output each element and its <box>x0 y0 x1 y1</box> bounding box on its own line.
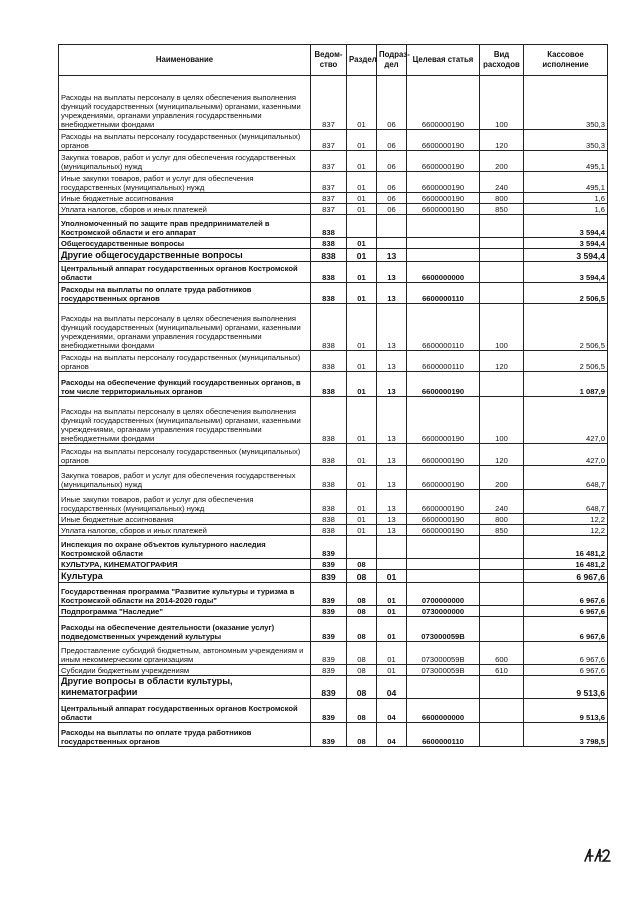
cell-target-article: 6600000000 <box>407 699 480 723</box>
handwritten-page-number <box>582 846 612 864</box>
cell-cash-execution: 6 967,6 <box>524 617 608 642</box>
table-row <box>59 559 608 570</box>
cell-target-article: 6600000190 <box>407 397 480 444</box>
table-row <box>59 699 608 723</box>
cell-department: 839 <box>311 617 347 642</box>
cell-subsection: 13 <box>377 262 407 283</box>
cell-target-article: 6600000110 <box>407 283 480 304</box>
table-row <box>59 490 608 514</box>
cell-target-article: 6600000190 <box>407 172 480 193</box>
cell-target-article: 6600000190 <box>407 130 480 151</box>
cell-name: Иные закупки товаров, работ и услуг для обеспечения государственных (муниципальных) нужд <box>59 172 311 193</box>
cell-expense-type <box>480 262 524 283</box>
table-row <box>59 583 608 606</box>
cell-target-article: 6600000190 <box>407 525 480 536</box>
cell-expense-type: 600 <box>480 642 524 665</box>
cell-section: 01 <box>347 372 377 397</box>
cell-department: 838 <box>311 238 347 249</box>
cell-section: 01 <box>347 151 377 172</box>
cell-subsection: 06 <box>377 151 407 172</box>
cell-section: 01 <box>347 204 377 215</box>
cell-section: 08 <box>347 606 377 617</box>
cell-expense-type <box>480 606 524 617</box>
cell-section: 01 <box>347 351 377 372</box>
cell-subsection: 13 <box>377 372 407 397</box>
cell-section: 08 <box>347 570 377 583</box>
table-row <box>59 525 608 536</box>
cell-department: 837 <box>311 204 347 215</box>
cell-cash-execution: 9 513,6 <box>524 699 608 723</box>
cell-name: Расходы на выплаты по оплате труда работников государственных органов <box>59 283 311 304</box>
cell-target-article: 6600000110 <box>407 351 480 372</box>
cell-target-article <box>407 249 480 262</box>
cell-subsection: 01 <box>377 642 407 665</box>
cell-name: Расходы на выплаты персоналу в целях обеспечения выполнения функций государственных (муниципальными) органами, казенными учреждениями, органами управления государственными внебюджетными фондами <box>59 397 311 444</box>
cell-section: 01 <box>347 490 377 514</box>
cell-subsection: 01 <box>377 606 407 617</box>
cell-name: Расходы на выплаты персоналу государственных (муниципальных) органов <box>59 351 311 372</box>
cell-expense-type <box>480 238 524 249</box>
cell-target-article: 6600000190 <box>407 204 480 215</box>
cell-department: 839 <box>311 665 347 676</box>
cell-cash-execution: 350,3 <box>524 130 608 151</box>
cell-expense-type: 610 <box>480 665 524 676</box>
cell-cash-execution: 350,3 <box>524 76 608 130</box>
table-row <box>59 397 608 444</box>
cell-subsection <box>377 215 407 238</box>
table-row <box>59 76 608 130</box>
cell-department: 837 <box>311 172 347 193</box>
cell-subsection: 13 <box>377 397 407 444</box>
cell-expense-type <box>480 536 524 559</box>
cell-subsection: 13 <box>377 444 407 466</box>
cell-cash-execution: 1,6 <box>524 193 608 204</box>
cell-name: Расходы на выплаты персоналу государственных (муниципальных) органов <box>59 444 311 466</box>
cell-subsection <box>377 559 407 570</box>
table-row <box>59 444 608 466</box>
cell-cash-execution: 1,6 <box>524 204 608 215</box>
cell-section: 01 <box>347 130 377 151</box>
cell-name: Центральный аппарат государственных органов Костромской области <box>59 262 311 283</box>
cell-section: 01 <box>347 514 377 525</box>
cell-cash-execution: 6 967,6 <box>524 583 608 606</box>
cell-expense-type: 100 <box>480 397 524 444</box>
cell-section: 08 <box>347 723 377 747</box>
table-row <box>59 570 608 583</box>
cell-section: 08 <box>347 617 377 642</box>
cell-cash-execution: 3 594,4 <box>524 215 608 238</box>
cell-section: 01 <box>347 466 377 490</box>
cell-section: 01 <box>347 238 377 249</box>
cell-department: 839 <box>311 536 347 559</box>
cell-subsection: 13 <box>377 490 407 514</box>
cell-department: 838 <box>311 397 347 444</box>
table-row <box>59 606 608 617</box>
cell-department: 839 <box>311 642 347 665</box>
cell-target-article: 6600000190 <box>407 466 480 490</box>
cell-subsection: 06 <box>377 193 407 204</box>
cell-section: 01 <box>347 249 377 262</box>
table-header-row <box>59 45 608 76</box>
cell-department: 838 <box>311 249 347 262</box>
cell-name: Уполномоченный по защите прав предпринимателей в Костромской области и его аппарат <box>59 215 311 238</box>
cell-subsection <box>377 238 407 249</box>
cell-section: 08 <box>347 583 377 606</box>
cell-subsection: 13 <box>377 466 407 490</box>
cell-department: 838 <box>311 283 347 304</box>
table-row <box>59 665 608 676</box>
cell-expense-type <box>480 215 524 238</box>
cell-name: Центральный аппарат государственных органов Костромской области <box>59 699 311 723</box>
cell-department: 839 <box>311 676 347 699</box>
table-row <box>59 466 608 490</box>
cell-department: 838 <box>311 525 347 536</box>
cell-section: 01 <box>347 262 377 283</box>
cell-cash-execution: 6 967,6 <box>524 570 608 583</box>
cell-department: 839 <box>311 570 347 583</box>
cell-cash-execution: 495,1 <box>524 151 608 172</box>
table-row <box>59 172 608 193</box>
cell-expense-type <box>480 617 524 642</box>
cell-subsection: 13 <box>377 283 407 304</box>
cell-expense-type <box>480 372 524 397</box>
cell-section: 08 <box>347 642 377 665</box>
cell-expense-type: 120 <box>480 444 524 466</box>
cell-expense-type: 100 <box>480 304 524 351</box>
cell-name: Расходы на выплаты персоналу в целях обеспечения выполнения функций государственных (муниципальными) органами, казенными учреждениями, органами управления государственными внебюджетными фондами <box>59 304 311 351</box>
cell-name: Закупка товаров, работ и услуг для обеспечения государственных (муниципальных) нужд <box>59 466 311 490</box>
cell-subsection <box>377 536 407 559</box>
cell-name: Иные бюджетные ассигнования <box>59 514 311 525</box>
cell-section <box>347 536 377 559</box>
cell-department: 837 <box>311 151 347 172</box>
cell-section: 08 <box>347 676 377 699</box>
cell-cash-execution: 16 481,2 <box>524 559 608 570</box>
cell-name: Инспекция по охране объектов культурного наследия Костромской области <box>59 536 311 559</box>
table-row <box>59 262 608 283</box>
cell-target-article: 6600000190 <box>407 514 480 525</box>
cell-expense-type: 800 <box>480 193 524 204</box>
cell-name: Другие общегосударственные вопросы <box>59 249 311 262</box>
cell-subsection: 06 <box>377 204 407 215</box>
cell-subsection: 01 <box>377 665 407 676</box>
col-header-department: Ведом-ство <box>311 45 347 76</box>
cell-target-article: 0700000000 <box>407 583 480 606</box>
table-row <box>59 215 608 238</box>
cell-cash-execution: 648,7 <box>524 466 608 490</box>
cell-subsection: 06 <box>377 172 407 193</box>
cell-name: Закупка товаров, работ и услуг для обеспечения государственных (муниципальных) нужд <box>59 151 311 172</box>
cell-section: 01 <box>347 193 377 204</box>
cell-section: 08 <box>347 665 377 676</box>
cell-cash-execution: 2 506,5 <box>524 283 608 304</box>
cell-department: 838 <box>311 304 347 351</box>
cell-expense-type: 800 <box>480 514 524 525</box>
cell-target-article: 073000059В <box>407 642 480 665</box>
cell-name: Расходы на выплаты по оплате труда работников государственных органов <box>59 723 311 747</box>
cell-expense-type: 200 <box>480 466 524 490</box>
cell-section: 01 <box>347 397 377 444</box>
cell-subsection: 01 <box>377 583 407 606</box>
cell-cash-execution: 2 506,5 <box>524 351 608 372</box>
cell-subsection: 13 <box>377 304 407 351</box>
cell-cash-execution: 648,7 <box>524 490 608 514</box>
cell-target-article: 6600000000 <box>407 262 480 283</box>
cell-name: КУЛЬТУРА, КИНЕМАТОГРАФИЯ <box>59 559 311 570</box>
cell-target-article: 6600000190 <box>407 372 480 397</box>
cell-department: 838 <box>311 490 347 514</box>
cell-target-article <box>407 238 480 249</box>
cell-department: 839 <box>311 583 347 606</box>
table-row <box>59 130 608 151</box>
cell-expense-type <box>480 283 524 304</box>
cell-target-article <box>407 215 480 238</box>
cell-expense-type <box>480 676 524 699</box>
cell-cash-execution: 427,0 <box>524 444 608 466</box>
cell-name: Государственная программа "Развитие культуры и туризма в Костромской области на 2014-2020 годы" <box>59 583 311 606</box>
cell-section: 08 <box>347 559 377 570</box>
cell-cash-execution: 6 967,6 <box>524 606 608 617</box>
table-row <box>59 304 608 351</box>
cell-cash-execution: 3 798,5 <box>524 723 608 747</box>
cell-target-article: 073000059В <box>407 665 480 676</box>
cell-expense-type: 240 <box>480 172 524 193</box>
cell-cash-execution: 3 594,4 <box>524 249 608 262</box>
cell-department: 839 <box>311 723 347 747</box>
table-row <box>59 151 608 172</box>
table-row <box>59 351 608 372</box>
cell-section: 01 <box>347 525 377 536</box>
cell-name: Расходы на выплаты персоналу в целях обеспечения выполнения функций государственных (муниципальными) органами, казенными учреждениями, органами управления государственными внебюджетными фондами <box>59 76 311 130</box>
table-row <box>59 723 608 747</box>
cell-expense-type <box>480 583 524 606</box>
cell-expense-type: 850 <box>480 204 524 215</box>
cell-expense-type <box>480 699 524 723</box>
cell-department: 839 <box>311 699 347 723</box>
cell-section: 01 <box>347 444 377 466</box>
cell-section: 01 <box>347 76 377 130</box>
table-row <box>59 249 608 262</box>
cell-name: Субсидии бюджетным учреждениям <box>59 665 311 676</box>
cell-cash-execution: 2 506,5 <box>524 304 608 351</box>
cell-cash-execution: 6 967,6 <box>524 642 608 665</box>
cell-cash-execution: 1 087,9 <box>524 372 608 397</box>
cell-department: 838 <box>311 514 347 525</box>
cell-cash-execution: 16 481,2 <box>524 536 608 559</box>
cell-department: 839 <box>311 559 347 570</box>
cell-department: 838 <box>311 215 347 238</box>
cell-expense-type: 120 <box>480 351 524 372</box>
cell-subsection: 01 <box>377 617 407 642</box>
cell-name: Иные бюджетные ассигнования <box>59 193 311 204</box>
cell-department: 838 <box>311 351 347 372</box>
cell-expense-type: 120 <box>480 130 524 151</box>
cell-cash-execution: 6 967,6 <box>524 665 608 676</box>
cell-cash-execution: 3 594,4 <box>524 238 608 249</box>
cell-expense-type: 240 <box>480 490 524 514</box>
cell-name: Предоставление субсидий бюджетным, автономным учреждениям и иным некоммерческим организациям <box>59 642 311 665</box>
col-header-cash-execution: Кассовое исполнение <box>524 45 608 76</box>
table-row <box>59 238 608 249</box>
cell-target-article: 6600000110 <box>407 304 480 351</box>
cell-section <box>347 215 377 238</box>
budget-sheet <box>58 44 607 747</box>
cell-subsection: 13 <box>377 514 407 525</box>
cell-cash-execution: 3 594,4 <box>524 262 608 283</box>
cell-department: 837 <box>311 193 347 204</box>
cell-department: 839 <box>311 606 347 617</box>
cell-expense-type: 200 <box>480 151 524 172</box>
col-header-target-article: Целевая статья <box>407 45 480 76</box>
cell-name: Подпрограмма "Наследие" <box>59 606 311 617</box>
cell-expense-type <box>480 723 524 747</box>
cell-department: 838 <box>311 262 347 283</box>
cell-section: 01 <box>347 304 377 351</box>
table-row <box>59 514 608 525</box>
table-body <box>59 76 608 747</box>
cell-subsection: 04 <box>377 676 407 699</box>
table-row <box>59 283 608 304</box>
cell-subsection: 13 <box>377 525 407 536</box>
cell-target-article: 6600000110 <box>407 723 480 747</box>
cell-section: 08 <box>347 699 377 723</box>
cell-name: Другие вопросы в области культуры, кинематографии <box>59 676 311 699</box>
cell-subsection: 04 <box>377 699 407 723</box>
cell-section: 01 <box>347 172 377 193</box>
col-header-section: Раздел <box>347 45 377 76</box>
cell-target-article: 6600000190 <box>407 151 480 172</box>
cell-target-article <box>407 559 480 570</box>
cell-name: Расходы на выплаты персоналу государственных (муниципальных) органов <box>59 130 311 151</box>
cell-cash-execution: 427,0 <box>524 397 608 444</box>
cell-department: 838 <box>311 444 347 466</box>
budget-table <box>58 44 608 747</box>
cell-subsection: 04 <box>377 723 407 747</box>
cell-subsection: 13 <box>377 351 407 372</box>
cell-department: 837 <box>311 130 347 151</box>
cell-target-article: 073000059В <box>407 617 480 642</box>
cell-expense-type <box>480 249 524 262</box>
cell-name: Уплата налогов, сборов и иных платежей <box>59 525 311 536</box>
cell-target-article: 6600000190 <box>407 444 480 466</box>
cell-expense-type: 850 <box>480 525 524 536</box>
cell-target-article <box>407 536 480 559</box>
table-row <box>59 676 608 699</box>
cell-target-article: 0730000000 <box>407 606 480 617</box>
col-header-subsection: Подраз-дел <box>377 45 407 76</box>
cell-target-article <box>407 570 480 583</box>
cell-cash-execution: 495,1 <box>524 172 608 193</box>
cell-name: Расходы на обеспечение деятельности (оказание услуг) подведомственных учреждений культуры <box>59 617 311 642</box>
cell-section: 01 <box>347 283 377 304</box>
cell-expense-type <box>480 559 524 570</box>
cell-cash-execution: 9 513,6 <box>524 676 608 699</box>
cell-department: 838 <box>311 466 347 490</box>
cell-name: Иные закупки товаров, работ и услуг для обеспечения государственных (муниципальных) нужд <box>59 490 311 514</box>
cell-name: Общегосударственные вопросы <box>59 238 311 249</box>
cell-department: 837 <box>311 76 347 130</box>
table-row <box>59 617 608 642</box>
table-row <box>59 372 608 397</box>
table-row <box>59 642 608 665</box>
cell-target-article: 6600000190 <box>407 490 480 514</box>
cell-cash-execution: 12,2 <box>524 525 608 536</box>
cell-expense-type <box>480 570 524 583</box>
cell-expense-type: 100 <box>480 76 524 130</box>
table-row <box>59 204 608 215</box>
cell-name: Культура <box>59 570 311 583</box>
cell-subsection: 06 <box>377 76 407 130</box>
cell-target-article <box>407 676 480 699</box>
cell-cash-execution: 12,2 <box>524 514 608 525</box>
col-header-expense-type: Вид расходов <box>480 45 524 76</box>
cell-subsection: 01 <box>377 570 407 583</box>
cell-target-article: 6600000190 <box>407 193 480 204</box>
table-row <box>59 536 608 559</box>
cell-department: 838 <box>311 372 347 397</box>
col-header-name: Наименование <box>59 45 311 76</box>
cell-subsection: 06 <box>377 130 407 151</box>
table-row <box>59 193 608 204</box>
cell-target-article: 6600000190 <box>407 76 480 130</box>
cell-name: Уплата налогов, сборов и иных платежей <box>59 204 311 215</box>
cell-subsection: 13 <box>377 249 407 262</box>
cell-name: Расходы на обеспечение функций государственных органов, в том числе территориальных органов <box>59 372 311 397</box>
